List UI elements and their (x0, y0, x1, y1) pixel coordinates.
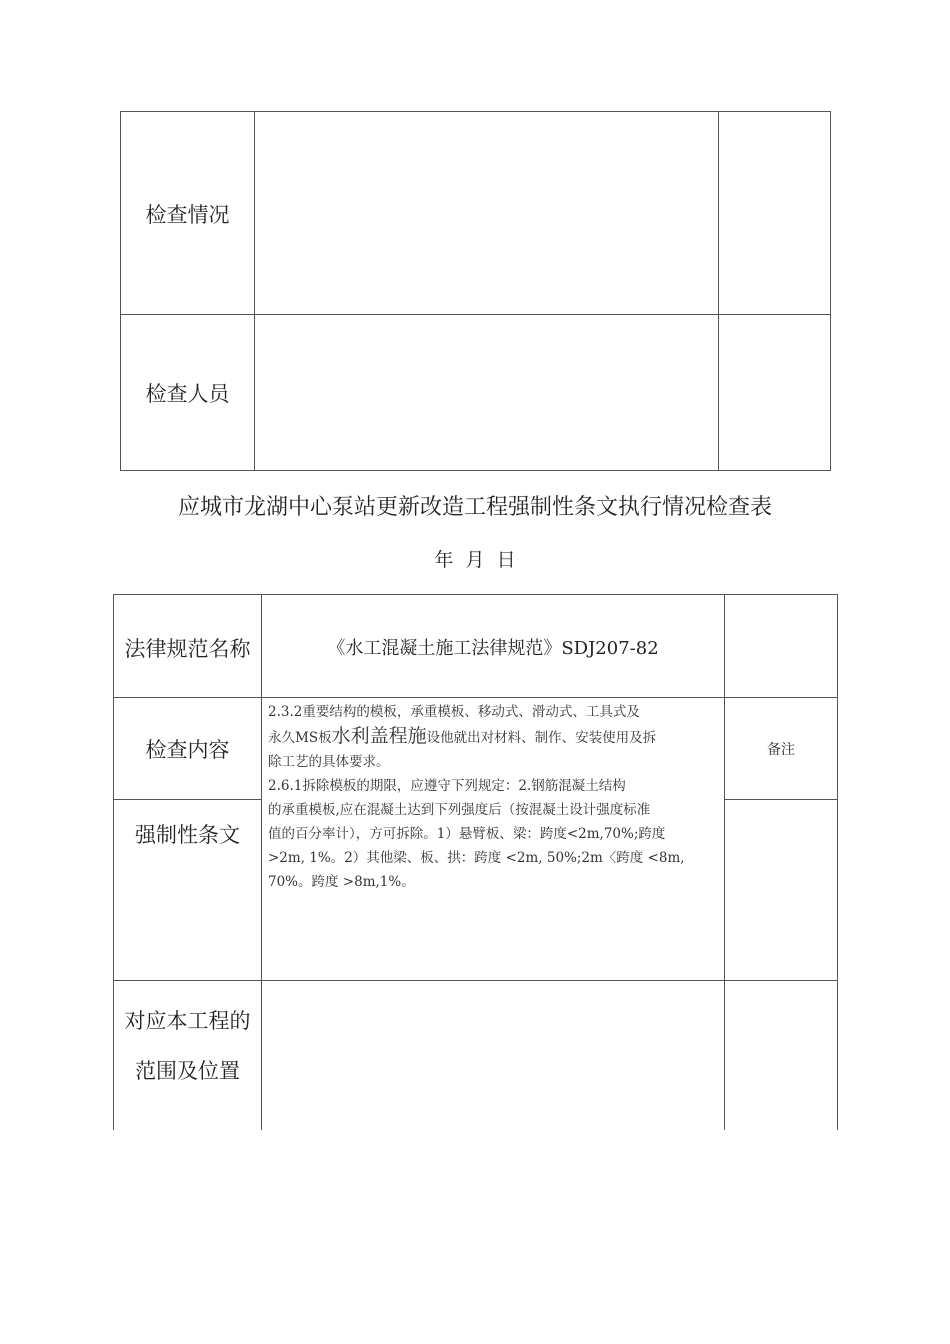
table1-border-bottom (120, 470, 831, 471)
content-line-7: >2m, 1%。2）其他梁、板、拱：跨度 <2m, 50%;2m〈跨度 <8m, (268, 850, 685, 866)
table2-row-divider-2-right (724, 799, 838, 800)
remark-label: 备注 (767, 742, 795, 758)
inspection-status-label: 检查情况 (145, 203, 230, 227)
table1-border-top (120, 111, 831, 112)
content-line-6: 值的百分率计），方可拆除。1）悬臂板、梁：跨度<2m,70%;跨度 (268, 826, 666, 842)
content-line-1: 2.3.2重要结构的模板，承重模板、移动式、滑动式、工具式及 (268, 704, 640, 720)
scope-label-line-1: 对应本工程的 (124, 1009, 251, 1033)
content-line-3: 除工艺的具体要求。 (268, 754, 390, 770)
law-name-label: 法律规范名称 (124, 637, 251, 661)
date-line: 年 月 日 (434, 549, 516, 571)
mandatory-clause-content (268, 700, 726, 894)
table1-border-left (120, 111, 121, 471)
content-line-2-pre: 永久MS板 (268, 730, 332, 746)
page-title: 应城市龙湖中心泵站更新改造工程强制性条文执行情况检查表 (177, 495, 772, 520)
content-line-5: 的承重模板,应在混凝土达到下列强度后（按混凝土设计强度标准 (268, 802, 651, 818)
table2-row-divider-2-left (113, 799, 262, 800)
scope-label-line-2: 范围及位置 (135, 1059, 240, 1083)
table2-row-divider-1 (113, 697, 838, 698)
content-line-4: 2.6.1拆除模板的期限，应遵守下列规定：2.钢筋混凝土结构 (268, 778, 626, 794)
check-content-label: 检查内容 (145, 738, 230, 762)
table1-row-divider (120, 314, 831, 315)
inspector-label: 检查人员 (145, 382, 230, 406)
content-line-2-post: 设他就出对材料、制作、安装使用及拆 (426, 730, 657, 746)
table1-col-divider-1 (254, 111, 255, 471)
table2-col-divider-1 (261, 594, 262, 1130)
table2-border-top (113, 594, 838, 595)
law-name-value: 《水工混凝土施工法律规范》SDJ207-82 (327, 638, 659, 659)
content-line-8: 70%。跨度 >8m,1%。 (268, 874, 415, 890)
table1-col-divider-2 (718, 111, 719, 471)
mandatory-clause-label: 强制性条文 (135, 823, 240, 847)
content-line-2-big: 水利盖程施 (331, 725, 427, 747)
table1-border-right (830, 111, 831, 471)
content-line-2 (268, 724, 726, 750)
scope-location-label (114, 996, 261, 1096)
table2-row-divider-3 (113, 980, 838, 981)
table2-border-right (837, 594, 838, 1130)
